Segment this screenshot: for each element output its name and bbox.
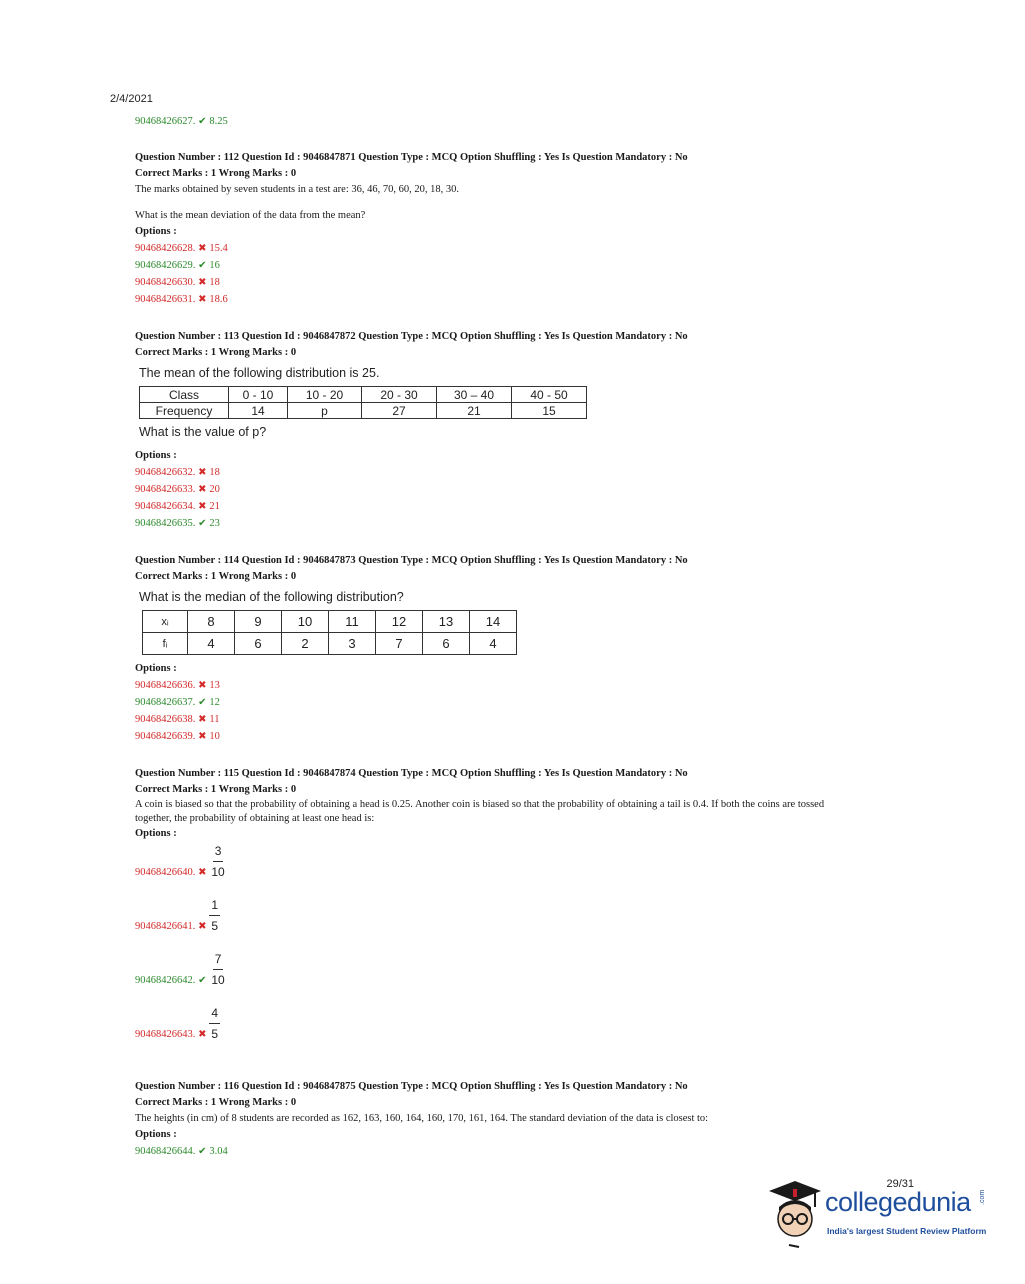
cross-icon: ✖: [198, 484, 207, 495]
options-label: Options :: [135, 226, 177, 237]
question-text: What is the value of p?: [139, 425, 267, 439]
table-cell: 13: [423, 611, 470, 633]
table-cell: 10 - 20: [288, 387, 362, 403]
option-row: [135, 694, 220, 711]
table-cell: 12: [376, 611, 423, 633]
option-id: 90468426641.: [135, 921, 196, 932]
option-value: 12: [209, 697, 220, 708]
table-cell: 7: [376, 633, 423, 655]
check-icon: ✔: [198, 1146, 207, 1157]
print-date: 2/4/2021: [110, 93, 153, 105]
question-marks: Correct Marks : 1 Wrong Marks : 0: [135, 168, 297, 179]
question-115: [135, 766, 824, 842]
question-text: together, the probability of obtaining at least one head is:: [135, 813, 375, 824]
table-cell: Frequency: [140, 403, 229, 419]
table-cell: 27: [362, 403, 437, 419]
table-cell: 21: [437, 403, 512, 419]
table-cell: 40 - 50: [512, 387, 587, 403]
options-113: [135, 448, 220, 532]
options-label: Options :: [135, 663, 177, 674]
cross-icon: ✖: [198, 714, 207, 725]
logo-brand: collegedunia: [825, 1187, 971, 1217]
option-value: 18.6: [209, 294, 228, 305]
question-meta: Question Number : 112 Question Id : 9046847871 Question Type : MCQ Option Shuffling : Yes Is Question Mandatory : No: [135, 152, 688, 163]
table-cell: 4: [470, 633, 517, 655]
cross-icon: ✖: [198, 1029, 207, 1040]
option-value: 13: [209, 680, 220, 691]
cross-icon: ✖: [198, 921, 207, 932]
options-label: Options :: [135, 828, 177, 839]
option-row: [135, 464, 220, 481]
question-text: The heights (in cm) of 8 students are recorded as 162, 163, 160, 164, 160, 170, 161, 164. The standard deviation of the data is closest to:: [135, 1113, 709, 1124]
table-cell: 3: [329, 633, 376, 655]
option-row: [135, 481, 220, 498]
table-cell: Class: [140, 387, 229, 403]
option-row: [135, 844, 227, 879]
option-value: 23: [209, 518, 220, 529]
cross-icon: ✖: [198, 501, 207, 512]
question-text: What is the mean deviation of the data from the mean?: [135, 210, 366, 221]
option-value: 18: [209, 467, 220, 478]
fraction-denominator: 5: [211, 1027, 219, 1041]
cross-icon: ✖: [198, 294, 207, 305]
table-cell: 10: [282, 611, 329, 633]
collegedunia-logo: [767, 1175, 997, 1255]
question-marks: Correct Marks : 1 Wrong Marks : 0: [135, 1097, 297, 1108]
option-id: 90468426635.: [135, 518, 196, 529]
question-marks: Correct Marks : 1 Wrong Marks : 0: [135, 784, 297, 795]
table-cell: 9: [235, 611, 282, 633]
option-row: [135, 952, 227, 987]
option-id: 90468426640.: [135, 867, 196, 878]
option-value: 3.04: [209, 1146, 228, 1157]
cross-icon: ✖: [198, 867, 207, 878]
question-text: A coin is biased so that the probability of obtaining a head is 0.25. Another coin is biased so that the probability of obtaining a tail is 0.4. If both the coins are tossed: [135, 799, 825, 810]
question-meta: Question Number : 116 Question Id : 9046847875 Question Type : MCQ Option Shuffling : Yes Is Question Mandatory : No: [135, 1081, 688, 1092]
option-id: 90468426643.: [135, 1029, 196, 1040]
option-fraction: [209, 1006, 220, 1041]
option-fraction: [209, 844, 226, 879]
cross-icon: ✖: [198, 277, 207, 288]
question-text: The mean of the following distribution is 25.: [139, 366, 380, 380]
option-row: [135, 728, 220, 745]
table-cell: 30 – 40: [437, 387, 512, 403]
table-cell: 11: [329, 611, 376, 633]
option-row: [135, 677, 220, 694]
option-value: 16: [209, 260, 220, 271]
fraction-denominator: 5: [211, 919, 219, 933]
table-cell: 20 - 30: [362, 387, 437, 403]
option-row: [135, 240, 688, 257]
option-row: [135, 291, 688, 308]
table-cell: 0 - 10: [229, 387, 288, 403]
question-113: [135, 329, 688, 382]
question-112: [135, 150, 688, 308]
table-cell: 15: [512, 403, 587, 419]
fraction-numerator: 7: [213, 952, 224, 970]
options-label: Options :: [135, 1129, 177, 1140]
check-icon: ✔: [198, 697, 207, 708]
option-id: 90468426639.: [135, 731, 196, 742]
table-cell: 8: [188, 611, 235, 633]
option-id: 90468426637.: [135, 697, 196, 708]
check-icon: ✔: [198, 518, 207, 529]
table-cell: fᵢ: [143, 633, 188, 655]
option-id: 90468426629.: [135, 260, 196, 271]
option-row: [135, 1143, 708, 1160]
option-id: 90468426632.: [135, 467, 196, 478]
fraction-numerator: 4: [209, 1006, 220, 1024]
option-value: 8.25: [209, 116, 228, 127]
table-row: [140, 403, 587, 419]
check-icon: ✔: [198, 975, 207, 986]
question-meta: Question Number : 114 Question Id : 9046847873 Question Type : MCQ Option Shuffling : Yes Is Question Mandatory : No: [135, 555, 688, 566]
option-id: 90468426636.: [135, 680, 196, 691]
cross-icon: ✖: [198, 731, 207, 742]
check-icon: ✔: [198, 116, 207, 127]
table-cell: 6: [235, 633, 282, 655]
option-fraction: [209, 898, 220, 933]
option-fraction: [209, 952, 226, 987]
option-value: 21: [209, 501, 220, 512]
option-id: 90468426638.: [135, 714, 196, 725]
fraction-numerator: 3: [213, 844, 224, 862]
question-marks: Correct Marks : 1 Wrong Marks : 0: [135, 347, 297, 358]
option-row: [135, 515, 220, 532]
option-id: 90468426633.: [135, 484, 196, 495]
table-row: [143, 633, 517, 655]
option-value: 18: [209, 277, 220, 288]
table-cell: 14: [470, 611, 517, 633]
table-cell: 14: [229, 403, 288, 419]
frequency-table: [139, 386, 587, 419]
option-id: 90468426634.: [135, 501, 196, 512]
check-icon: ✔: [198, 260, 207, 271]
table-cell: p: [288, 403, 362, 419]
mascot-icon: [767, 1179, 823, 1249]
option-value: 15.4: [209, 243, 228, 254]
option-row: [135, 1006, 220, 1041]
table-cell: 2: [282, 633, 329, 655]
cross-icon: ✖: [198, 680, 207, 691]
question-text: The marks obtained by seven students in a test are: 36, 46, 70, 60, 20, 18, 30.: [135, 184, 459, 195]
option-id: 90468426631.: [135, 294, 196, 305]
option-id: 90468426628.: [135, 243, 196, 254]
option-row: [135, 711, 220, 728]
option-id: 90468426627.: [135, 116, 196, 127]
question-116: [135, 1079, 708, 1160]
cross-icon: ✖: [198, 243, 207, 254]
page-number: 29/31: [886, 1178, 914, 1190]
table-cell: 6: [423, 633, 470, 655]
question-marks: Correct Marks : 1 Wrong Marks : 0: [135, 571, 297, 582]
question-text: What is the median of the following distribution?: [139, 590, 404, 604]
logo-tagline: India's largest Student Review Platform: [827, 1226, 987, 1236]
option-value: 11: [209, 714, 220, 725]
options-label: Options :: [135, 450, 177, 461]
option-row: [135, 274, 688, 291]
option-id: 90468426642.: [135, 975, 196, 986]
question-meta: Question Number : 115 Question Id : 9046847874 Question Type : MCQ Option Shuffling : Yes Is Question Mandatory : No: [135, 768, 688, 779]
option-value: 10: [209, 731, 220, 742]
cross-icon: ✖: [198, 467, 207, 478]
option-id: 90468426644.: [135, 1146, 196, 1157]
question-114: [135, 553, 688, 606]
options-114: [135, 661, 220, 745]
question-meta: Question Number : 113 Question Id : 9046847872 Question Type : MCQ Option Shuffling : Yes Is Question Mandatory : No: [135, 331, 688, 342]
option-row: [135, 498, 220, 515]
fraction-denominator: 10: [211, 865, 225, 879]
option-row: [135, 113, 228, 130]
fraction-numerator: 1: [209, 898, 220, 916]
fraction-denominator: 10: [211, 973, 225, 987]
option-value: 20: [209, 484, 220, 495]
table-row: [140, 387, 587, 403]
option-id: 90468426630.: [135, 277, 196, 288]
logo-suffix: .com: [979, 1189, 986, 1205]
table-cell: xᵢ: [143, 611, 188, 633]
table-cell: 4: [188, 633, 235, 655]
option-row: [135, 257, 688, 274]
distribution-table: [142, 610, 517, 655]
table-row: [143, 611, 517, 633]
option-row: [135, 898, 220, 933]
